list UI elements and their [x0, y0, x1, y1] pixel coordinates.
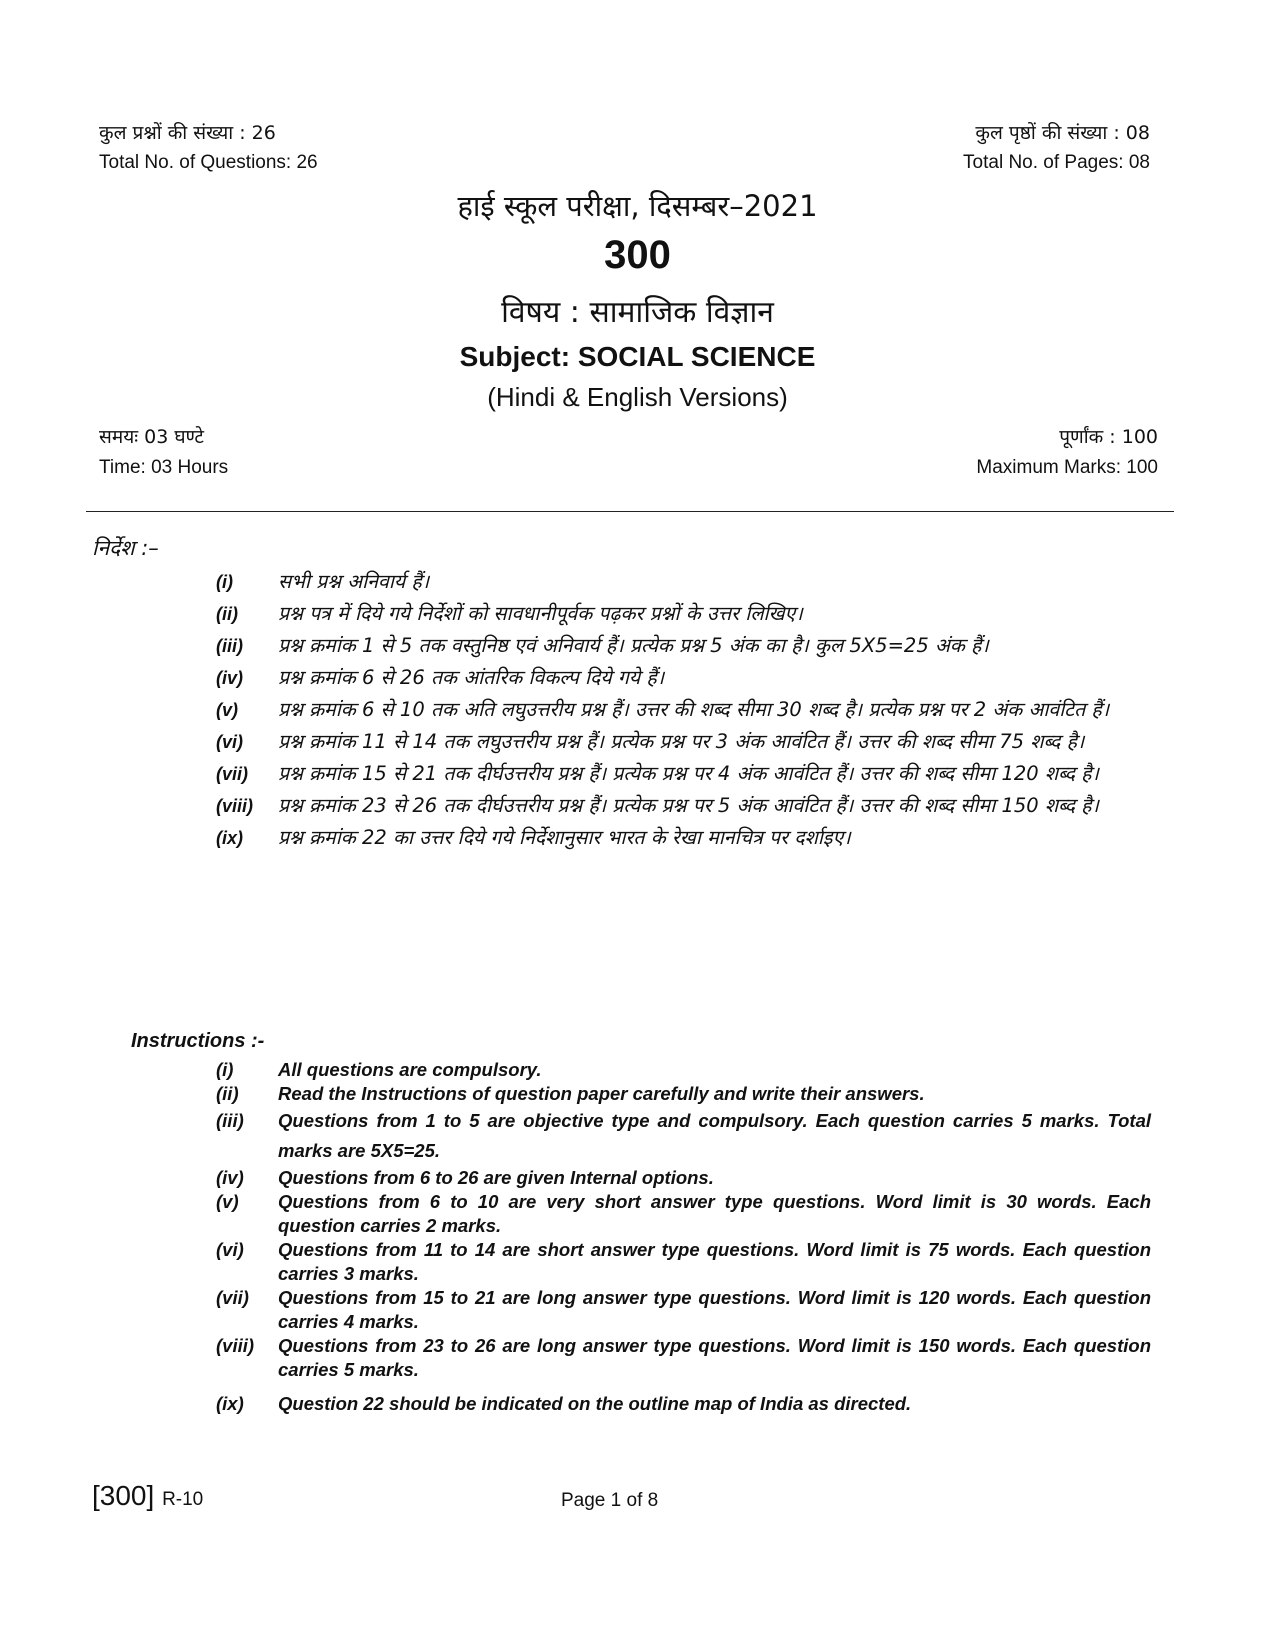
list-item: (ix) प्रश्न क्रमांक 22 का उत्तर दिये गये निर्देशानुसार भारत के रेखा मानचित्र पर दर्शाइए।	[216, 826, 851, 849]
hindi-instructions-list	[216, 566, 1156, 854]
time-hindi: समयः 03 घण्टे	[99, 426, 204, 448]
total-questions-english: Total No. of Questions: 26	[99, 152, 318, 173]
list-item: (ix) Question 22 should be indicated on the outline map of India as directed.	[216, 1393, 912, 1414]
marks-hindi: पूर्णांक : 100	[1059, 426, 1158, 448]
list-item: (i) सभी प्रश्न अनिवार्य हैं।	[216, 570, 430, 593]
versions-note: (Hindi & English Versions)	[487, 382, 788, 412]
marks-english: Maximum Marks: 100	[976, 457, 1158, 478]
total-pages-hindi: कुल पृष्ठों की संख्या : 08	[975, 122, 1150, 144]
list-item: (vi) Questions from 11 to 14 are short answer type questions. Word limit is 75 words. Each question carries 3 marks.	[216, 1239, 1151, 1284]
list-item: (iv) प्रश्न क्रमांक 6 से 26 तक आंतरिक विकल्प दिये गये हैं।	[216, 666, 665, 689]
time-english: Time: 03 Hours	[99, 457, 229, 478]
list-item: (iv) Questions from 6 to 26 are given Internal options.	[216, 1167, 714, 1188]
footer-series: R-10	[162, 1489, 204, 1510]
list-item: (vi) प्रश्न क्रमांक 11 से 14 तक लघुउत्तरीय प्रश्न हैं। प्रत्येक प्रश्न पर 3 अंक आवंटित हैं। उत्तर की शब्द सीमा 75 शब्द है।	[216, 730, 1085, 753]
subject-hindi: विषय : सामाजिक विज्ञान	[501, 295, 774, 330]
list-item: (iii) Questions from 1 to 5 are objective type and compulsory. Each question carries 5 marks. Total marks are 5X5=25.	[216, 1110, 1151, 1161]
header-divider	[86, 511, 1174, 512]
total-questions-hindi: कुल प्रश्नों की संख्या : 26	[99, 122, 276, 144]
exam-title: हाई स्कूल परीक्षा, दिसम्बर–2021	[457, 189, 818, 223]
paper-code: 300	[604, 233, 671, 277]
list-item: (v) Questions from 6 to 10 are very short answer type questions. Word limit is 30 words. Each question carries 2 marks.	[216, 1191, 1151, 1236]
page-number: Page 1 of 8	[561, 1490, 659, 1511]
english-instructions-title: Instructions :-	[131, 1030, 265, 1052]
list-item: (ii) Read the Instructions of question paper carefully and write their answers.	[216, 1083, 925, 1104]
list-item: (viii) Questions from 23 to 26 are long answer type questions. Word limit is 150 words. Each question carries 5 marks.	[216, 1335, 1151, 1380]
list-item: (viii) प्रश्न क्रमांक 23 से 26 तक दीर्घउत्तरीय प्रश्न हैं। प्रत्येक प्रश्न पर 5 अंक आवंटित हैं। उत्तर की शब्द सीमा 150 शब्द है।	[216, 794, 1099, 817]
subject-english: Subject: SOCIAL SCIENCE	[459, 341, 816, 372]
list-item: (v) प्रश्न क्रमांक 6 से 10 तक अति लघुउत्तरीय प्रश्न हैं। उत्तर की शब्द सीमा 30 शब्द है। प्रत्येक प्रश्न पर 2 अंक आवंटित हैं।	[216, 698, 1110, 721]
list-item: (vii) Questions from 15 to 21 are long answer type questions. Word limit is 120 words. Each question carries 4 marks.	[216, 1287, 1151, 1332]
list-item: (i) All questions are compulsory.	[216, 1059, 542, 1080]
hindi-instructions-title: निर्देश :–	[92, 536, 159, 560]
list-item: (vii) प्रश्न क्रमांक 15 से 21 तक दीर्घउत्तरीय प्रश्न हैं। प्रत्येक प्रश्न पर 4 अंक आवंटित हैं। उत्तर की शब्द सीमा 120 शब्द है।	[216, 762, 1099, 785]
list-item: (iii) प्रश्न क्रमांक 1 से 5 तक वस्तुनिष्ठ एवं अनिवार्य हैं। प्रत्येक प्रश्न 5 अंक का है। कुल 5X5=25 अंक हैं।	[216, 634, 989, 657]
total-pages-english: Total No. of Pages: 08	[963, 152, 1150, 173]
footer-paper-code: [300] R-10	[92, 1480, 204, 1511]
english-instructions-list	[216, 1058, 1151, 1416]
list-item: (ii) प्रश्न पत्र में दिये गये निर्देशों को सावधानीपूर्वक पढ़कर प्रश्नों के उत्तर लिखिए।	[216, 602, 803, 625]
